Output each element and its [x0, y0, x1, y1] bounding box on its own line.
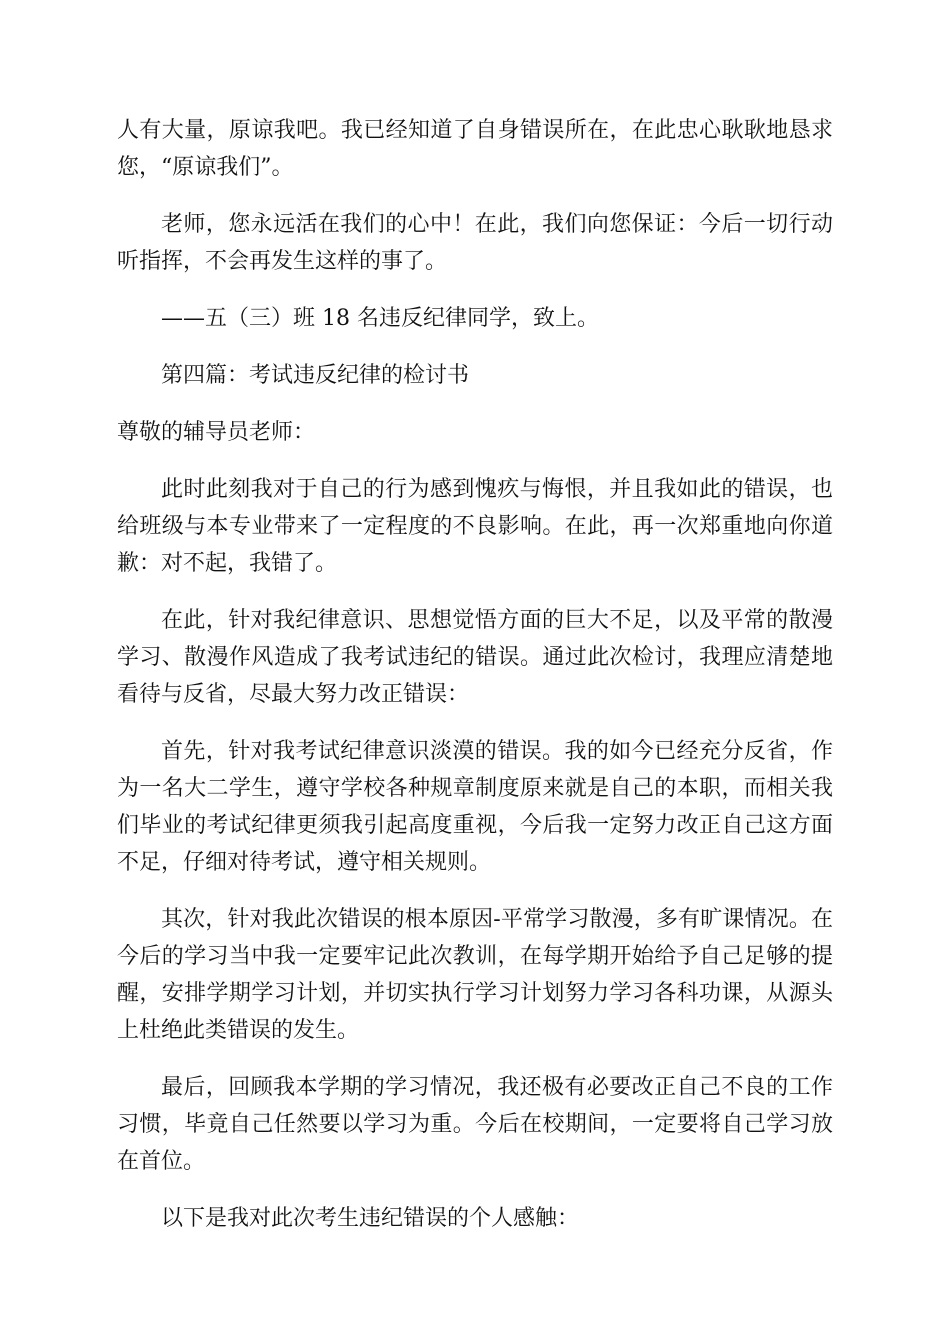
paragraph-regret: 此时此刻我对于自己的行为感到愧疚与悔恨，并且我如此的错误，也给班级与本专业带来了一定程度的不良影响。在此，再一次郑重地向你道歉：对不起，我错了。 [117, 477, 833, 576]
salutation: 尊敬的辅导员老师： [117, 420, 316, 445]
paragraph-closing-intro: 以下是我对此次考生违纪错误的个人感触： [161, 1206, 580, 1231]
paragraph-apology-plea: 人有大量，原谅我吧。我已经知道了自身错误所在，在此忠心耿耿地恳求您，“原谅我们”。 [117, 118, 833, 180]
paragraph-promise: 老师，您永远活在我们的心中！在此，我们向您保证：今后一切行动听指挥，不会再发生这样的事了。 [117, 212, 833, 274]
paragraph-reflection: 在此，针对我纪律意识、思想觉悟方面的巨大不足，以及平常的散漫学习、散漫作风造成了我考试违纪的错误。通过此次检讨，我理应清楚地看待与反省，尽最大努力改正错误： [117, 608, 833, 707]
paragraph-first-point: 首先，针对我考试纪律意识淡漠的错误。我的如今已经充分反省，作为一名大二学生，遵守学校各种规章制度原来就是自己的本职，而相关我们毕业的考试纪律更须我引起高度重视，今后我一定努力改正自己这方面不足，仔细对待考试，遵守相关规则。 [117, 739, 833, 875]
paragraph-signature: ——五（三）班 18 名违反纪律同学，致上。 [161, 306, 599, 331]
section-heading: 第四篇：考试违反纪律的检讨书 [161, 363, 470, 388]
document-page [117, 112, 833, 1257]
paragraph-second-point: 其次，针对我此次错误的根本原因-平常学习散漫，多有旷课情况。在今后的学习当中我一定要牢记此次教训，在每学期开始给予自己足够的提醒，安排学期学习计划，并切实执行学习计划努力学习各科功课，从源头上杜绝此类错误的发生。 [117, 907, 833, 1043]
paragraph-last-point: 最后，回顾我本学期的学习情况，我还极有必要改正自己不良的工作习惯，毕竟自己任然要以学习为重。今后在校期间，一定要将自己学习放在首位。 [117, 1075, 833, 1174]
